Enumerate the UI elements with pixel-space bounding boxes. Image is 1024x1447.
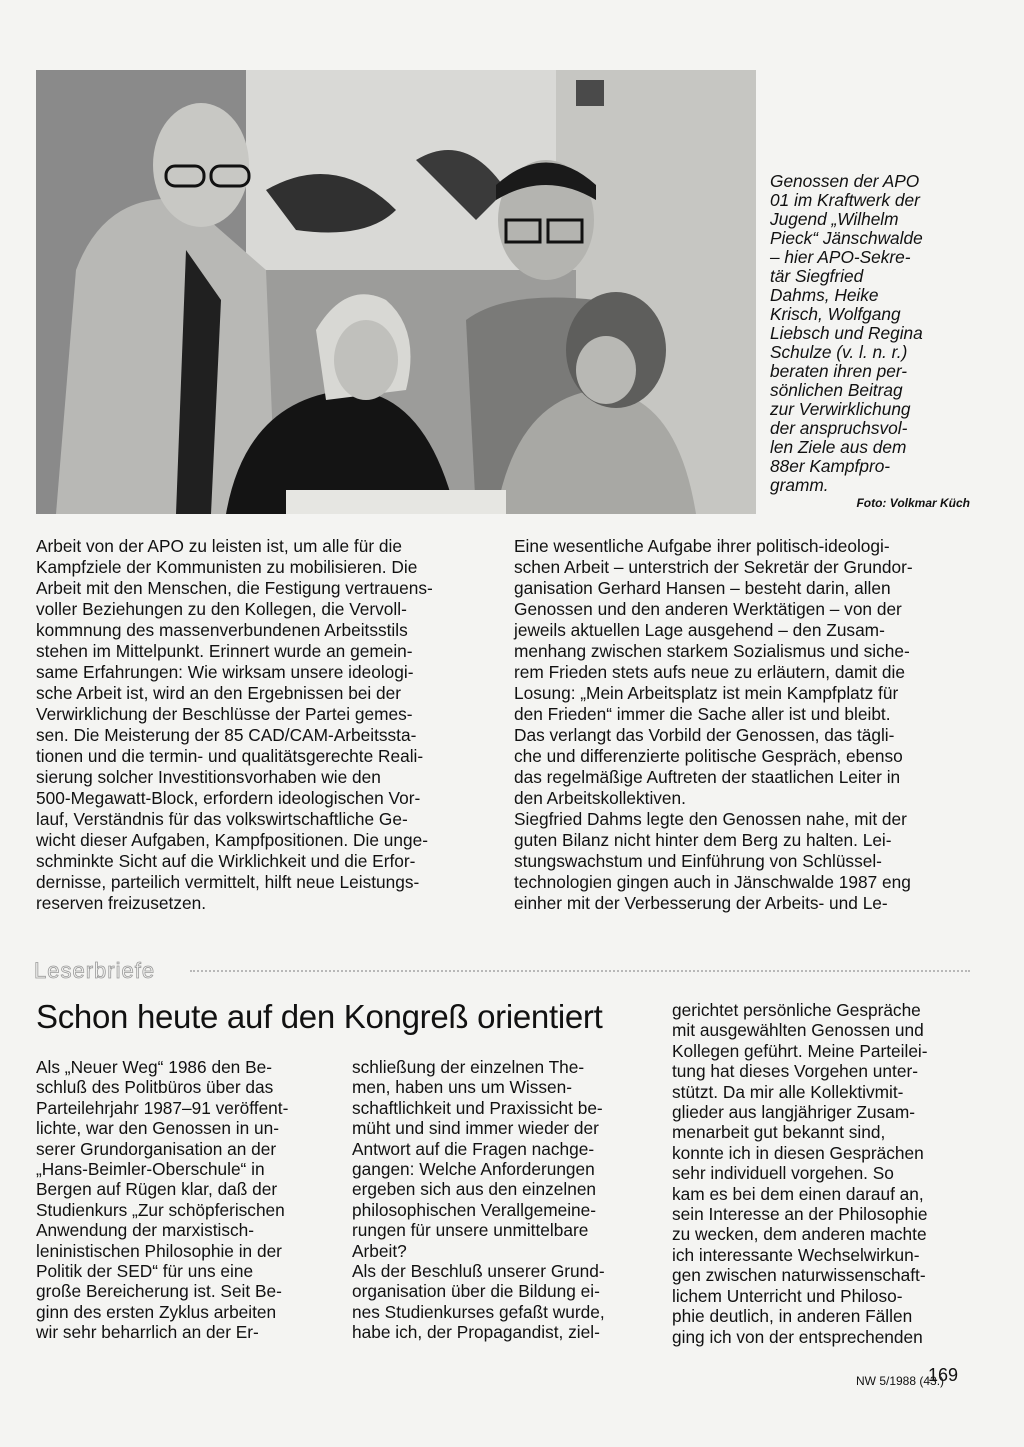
text-line: schließung der einzelnen The- — [352, 1057, 585, 1077]
text-line: 500-Megawatt-Block, erfordern ideologischen Vor- — [36, 788, 421, 808]
caption-line: Krisch, Wolfgang — [770, 304, 901, 324]
text-line: sein Interesse an der Philosophie — [672, 1204, 928, 1225]
caption-line: sönlichen Beitrag — [770, 380, 903, 400]
text-line: ergeben sich aus den einzelnen — [352, 1179, 597, 1200]
text-line: kam es bei dem einen darauf an, — [672, 1183, 924, 1204]
text-line: Arbeit von der APO zu leisten ist, um alle für die — [36, 536, 402, 556]
text-line: Als „Neuer Weg“ 1986 den Be- — [36, 1057, 272, 1077]
text-line: glieder aus langjähriger Zusam- — [672, 1102, 916, 1123]
text-line: sen. Die Meisterung der 85 CAD/CAM-Arbeitssta- — [36, 725, 417, 745]
text-line: tung hat dieses Vorgehen unter- — [672, 1061, 918, 1082]
text-line: Als der Beschluß unserer Grund- — [352, 1261, 605, 1282]
text-line: Arbeit mit den Menschen, die Festigung vertrauens- — [36, 578, 433, 598]
caption-line: der anspruchsvol- — [770, 418, 908, 438]
text-line: das regelmäßige Auftreten der staatlichen Leiter in — [514, 767, 901, 787]
text-line: schen Arbeit – unterstrich der Sekretär der Grundor- — [514, 557, 913, 577]
text-line: gen zwischen naturwissenschaft- — [672, 1265, 926, 1286]
text-line: serer Grundorganisation an der — [36, 1138, 277, 1159]
text-line: Siegfried Dahms legte den Genossen nahe, mit der — [514, 809, 907, 829]
letter-column-3 — [672, 1000, 962, 1347]
photo-credit: Foto: Volkmar Küch — [856, 496, 970, 510]
section-rubric: Leserbriefe — [34, 958, 156, 983]
text-line: den Arbeitskollektiven. — [514, 788, 686, 808]
text-line: wir sehr beharrlich an der Er- — [36, 1322, 259, 1343]
text-line: habe ich, der Propagandist, ziel- — [352, 1322, 600, 1343]
text-line: tionen und die termin- und qualitätsgerechte Reali- — [36, 746, 424, 766]
text-line: guten Bilanz nicht hinter dem Berg zu halten. Lei- — [514, 830, 892, 850]
text-line: jeweils aktuellen Lage ausgehend – den Zusam- — [514, 620, 885, 640]
text-line: Genossen und den anderen Werktätigen – von der — [514, 599, 902, 619]
text-line: Arbeit? — [352, 1240, 407, 1261]
text-line: Verwirklichung der Beschlüsse der Partei gemes- — [36, 704, 413, 724]
caption-line: Pieck“ Jänschwalde — [770, 228, 923, 248]
text-line: Studienkurs „Zur schöpferischen — [36, 1199, 285, 1220]
text-line: menarbeit gut bekannt sind, — [672, 1122, 886, 1143]
text-line: menhang zwischen starkem Sozialismus und siche- — [514, 641, 910, 661]
text-line: müht und sind immer wieder der — [352, 1118, 599, 1139]
caption-line: 88er Kampfpro- — [770, 456, 891, 476]
text-line: schminkte Sicht auf die Wirklichkeit und die Erfor- — [36, 851, 416, 871]
text-line: große Bereicherung ist. Seit Be- — [36, 1281, 282, 1302]
text-line: sehr individuell vorgehen. So — [672, 1163, 894, 1184]
text-line: Losung: „Mein Arbeitsplatz ist mein Kampfplatz für — [514, 683, 899, 703]
text-line: same Erfahrungen: Wie wirksam unsere ideologi- — [36, 662, 414, 682]
text-line: zu wecken, dem anderen machte — [672, 1224, 927, 1245]
letter-column-1 — [36, 1057, 336, 1343]
caption-line: tär Siegfried — [770, 266, 864, 286]
text-line: Politik der SED“ für uns eine — [36, 1261, 254, 1282]
article-column-2 — [514, 536, 964, 914]
article-photo — [36, 70, 756, 514]
caption-line: beraten ihren per- — [770, 361, 908, 381]
text-line: schaftlichkeit und Praxissicht be- — [352, 1097, 603, 1118]
issue-reference: NW 5/1988 (43.) — [856, 1374, 945, 1388]
text-line: lichte, war den Genossen in un- — [36, 1118, 280, 1139]
photo-caption — [770, 172, 970, 495]
text-line: „Hans-Beimler-Oberschule“ in — [36, 1159, 265, 1180]
text-line: einher mit der Verbesserung der Arbeits- und Le- — [514, 893, 888, 913]
caption-line: Genossen der APO — [770, 171, 920, 191]
photo-illustration — [36, 70, 756, 514]
text-line: technologien gingen auch in Jänschwalde 1987 eng — [514, 872, 911, 892]
text-line: Parteilehrjahr 1987–91 veröffent- — [36, 1097, 289, 1118]
text-line: Bergen auf Rügen klar, daß der — [36, 1179, 278, 1200]
letter-column-2 — [352, 1057, 642, 1343]
text-line: men, haben uns um Wissen- — [352, 1077, 572, 1098]
caption-line: 01 im Kraftwerk der — [770, 190, 920, 210]
text-line: konnte ich in diesen Gesprächen — [672, 1142, 924, 1163]
letter-headline: Schon heute auf den Kongreß orientiert — [36, 998, 603, 1035]
text-line: den Frieden“ immer die Sache aller ist und bleibt. — [514, 704, 891, 724]
caption-line: gramm. — [770, 475, 829, 495]
text-line: lauf, Verständnis für das volkswirtschaftliche Ge- — [36, 809, 408, 829]
text-line: ganisation Gerhard Hansen – besteht darin, allen — [514, 578, 891, 598]
text-line: rungen für unsere unmittelbare — [352, 1220, 589, 1241]
text-line: Antwort auf die Fragen nachge- — [352, 1138, 595, 1159]
text-line: leninistischen Philosophie in der — [36, 1240, 282, 1261]
text-line: Kollegen geführt. Meine Parteilei- — [672, 1040, 928, 1061]
text-line: Anwendung der marxistisch- — [36, 1220, 255, 1241]
text-line: Kampfziele der Kommunisten zu mobilisieren. Die — [36, 557, 418, 577]
text-line: voller Beziehungen zu den Kollegen, die Vervoll- — [36, 599, 407, 619]
text-line: mit ausgewählten Genossen und — [672, 1020, 924, 1041]
caption-line: zur Verwirklichung — [770, 399, 911, 419]
text-line: che und differenzierte politische Gespräch, ebenso — [514, 746, 903, 766]
text-line: phie deutlich, in anderen Fällen — [672, 1306, 913, 1327]
caption-line: Schulze (v. l. n. r.) — [770, 342, 908, 362]
caption-line: – hier APO-Sekre- — [770, 247, 911, 267]
text-line: kommnung des massenverbundenen Arbeitsstils — [36, 620, 408, 640]
caption-line: Jugend „Wilhelm — [770, 209, 899, 229]
text-line: gangen: Welche Anforderungen — [352, 1159, 595, 1180]
text-line: stützt. Da mir alle Kollektivmit- — [672, 1081, 904, 1102]
text-line: organisation über die Bildung ei- — [352, 1281, 600, 1302]
text-line: sierung solcher Investitionsvorhaben wie den — [36, 767, 381, 787]
text-line: dernisse, parteilich vermittelt, hilft neue Leistungs- — [36, 872, 420, 892]
text-line: ging ich von der entsprechenden — [672, 1326, 923, 1347]
text-line: lichem Unterricht und Philoso- — [672, 1285, 903, 1306]
rubric-divider — [190, 970, 970, 972]
page-number: 169 — [928, 1365, 959, 1385]
text-line: nes Studienkurses gefaßt wurde, — [352, 1301, 605, 1322]
text-line: schluß des Politbüros über das — [36, 1077, 274, 1098]
text-line: Das verlangt das Vorbild der Genossen, das tägli- — [514, 725, 895, 745]
text-line: rem Frieden stets aufs neue zu erläutern, damit die — [514, 662, 905, 682]
article-column-1 — [36, 536, 496, 914]
text-line: ginn des ersten Zyklus arbeiten — [36, 1301, 277, 1322]
text-line: ich interessante Wechselwirkun- — [672, 1244, 920, 1265]
caption-line: Liebsch und Regina — [770, 323, 923, 343]
text-line: stehen im Mittelpunkt. Erinnert wurde an gemein- — [36, 641, 413, 661]
text-line: stungswachstum und Einführung von Schlüssel- — [514, 851, 882, 871]
text-line: sche Arbeit ist, wird an den Ergebnissen bei der — [36, 683, 402, 703]
text-line: gerichtet persönliche Gespräche — [672, 1000, 921, 1020]
caption-line: Dahms, Heike — [770, 285, 879, 305]
text-line: reserven freizusetzen. — [36, 893, 207, 913]
text-line: Eine wesentliche Aufgabe ihrer politisch-ideologi- — [514, 536, 890, 556]
caption-line: len Ziele aus dem — [770, 437, 907, 457]
text-line: philosophischen Verallgemeine- — [352, 1199, 597, 1220]
text-line: wicht dieser Aufgaben, Kampfpositionen. Die unge- — [36, 830, 428, 850]
